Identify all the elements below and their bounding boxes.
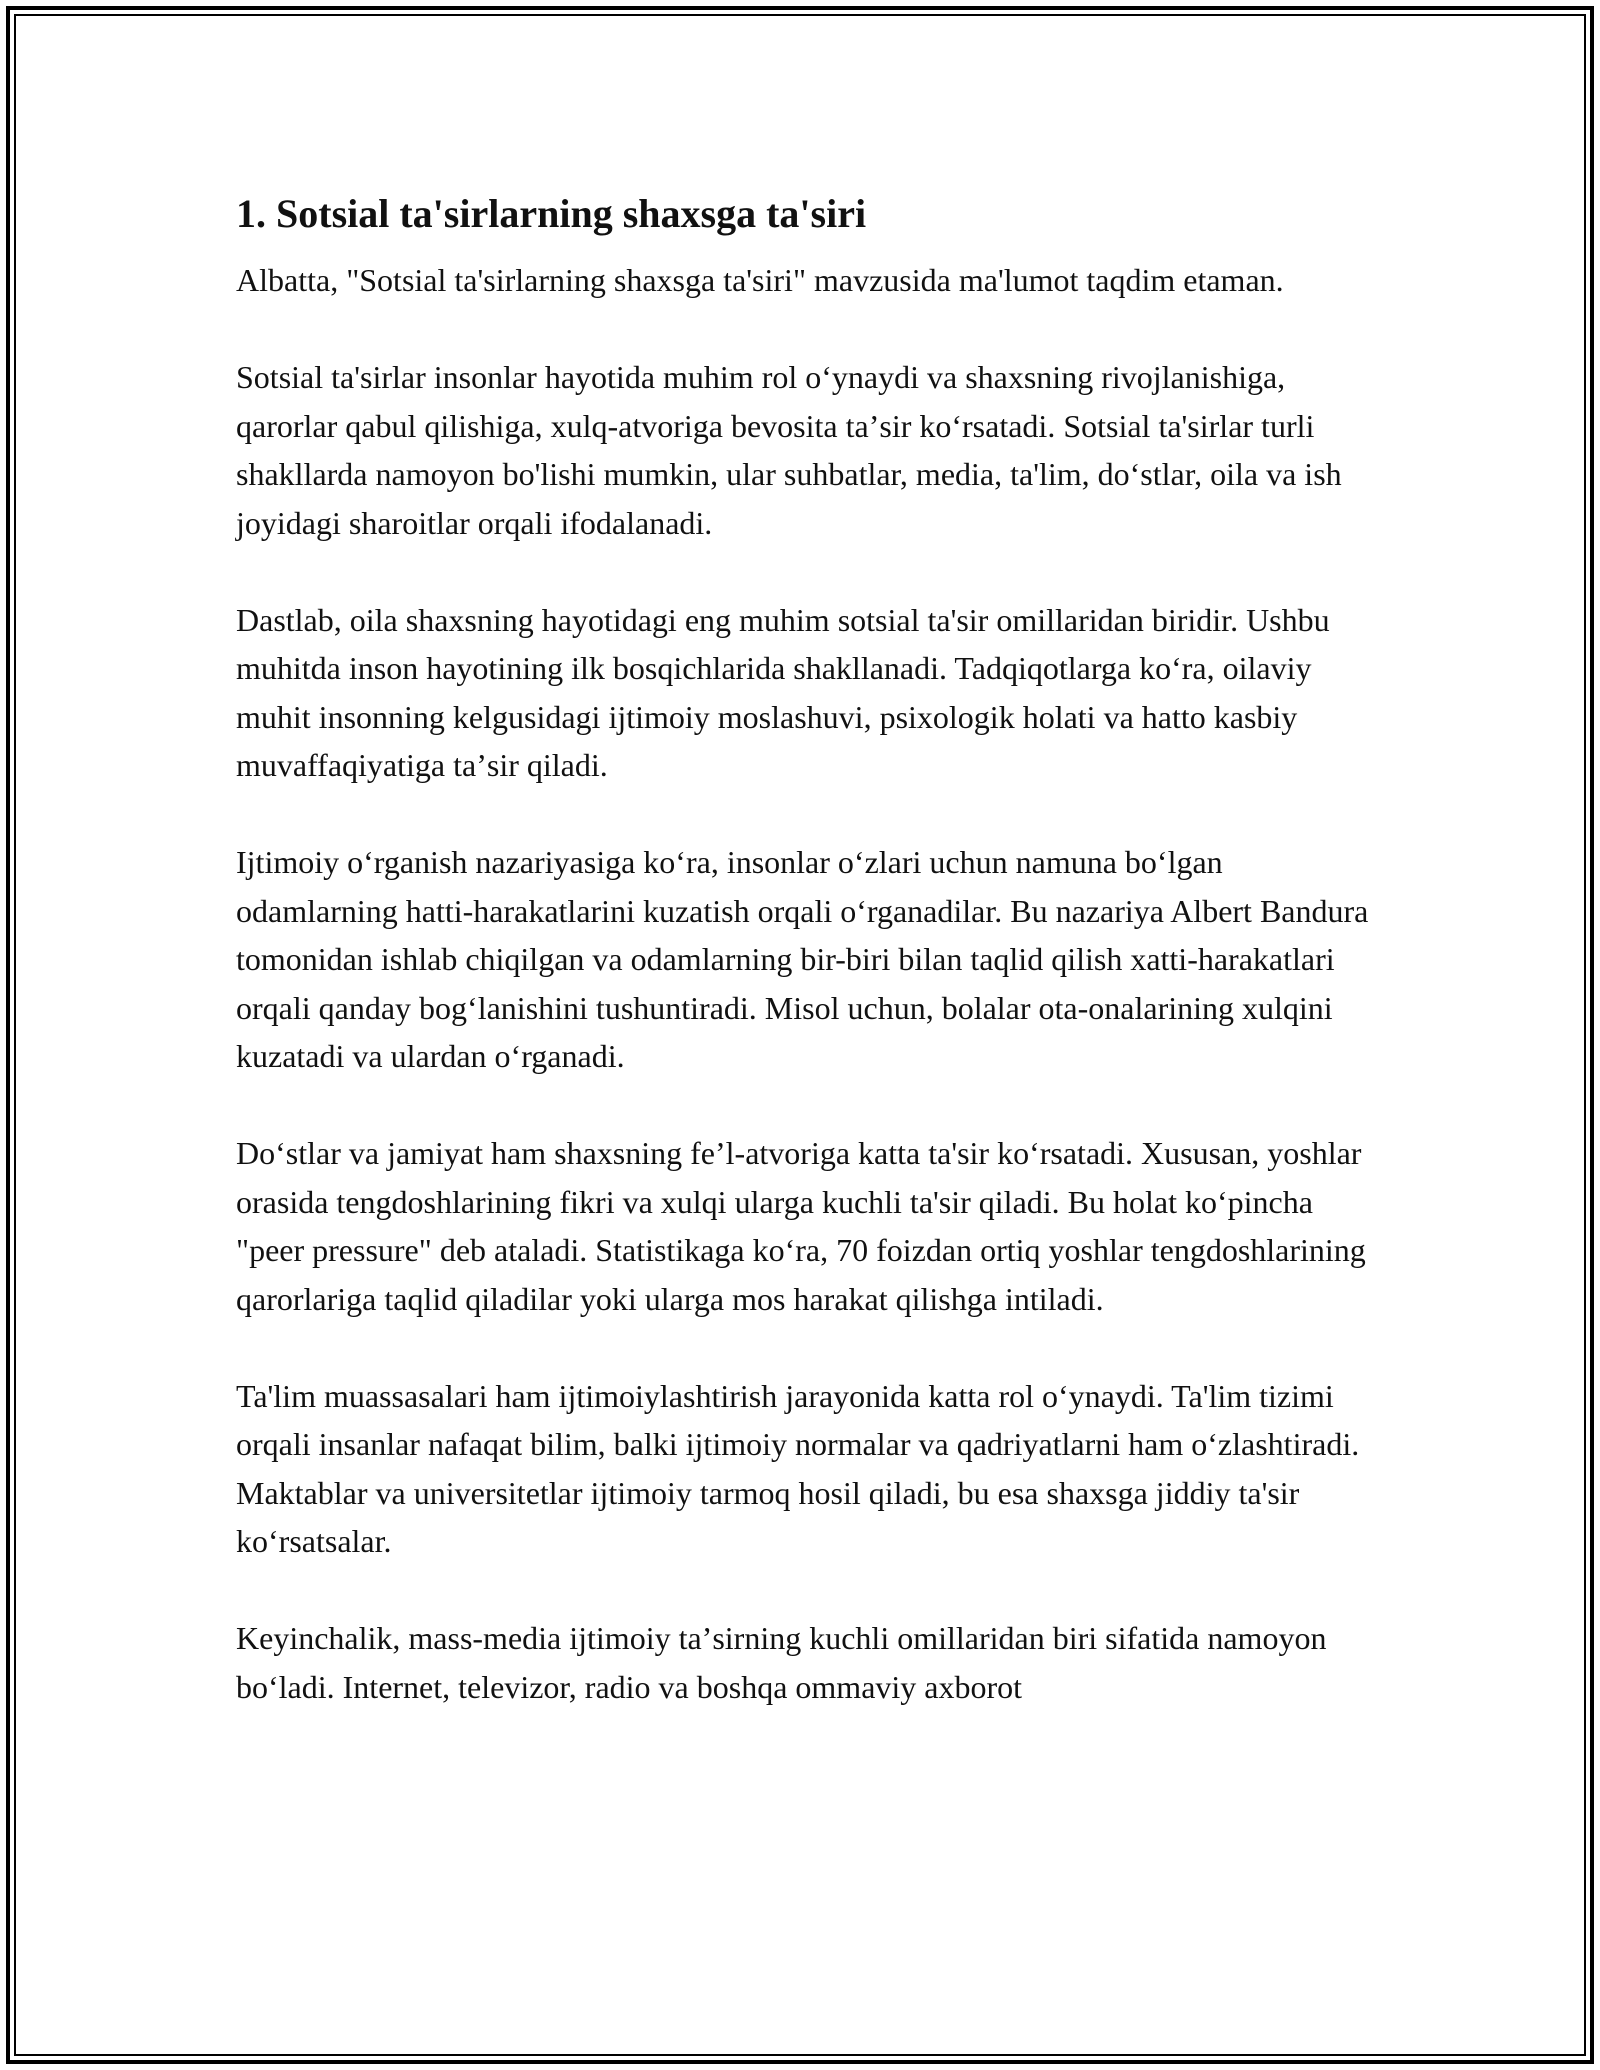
page-title: 1. Sotsial ta'sirlarning shaxsga ta'siri: [236, 191, 867, 236]
paragraph-social-learning: Ijtimoiy oʻrganish nazariyasiga koʻra, insonlar oʻzlari uchun namuna boʻlgan odamlarning hatti-harakatlarini kuzatish orqali oʻrganadilar. Bu nazariya Albert Bandura tomonidan ishlab chiqilgan va odamlarning bir-biri bilan taqlid qilish xatti-harakatlari orqali qanday bogʻlanishini tushuntiradi. Misol uchun, bolalar ota-onalarining xulqini kuzatadi va ulardan oʻrganadi.: [236, 844, 1369, 1074]
paragraph-family: Dastlab, oila shaxsning hayotidagi eng muhim sotsial ta'sir omillaridan biridir. Ushbu muhitda inson hayotining ilk bosqichlarida shakllanadi. Tadqiqotlarga koʻra, oilaviy muhit insonning kelgusidagi ijtimoiy moslashuvi, psixologik holati va hatto kasbiy muvaffaqiyatiga taʼsir qiladi.: [236, 601, 1330, 783]
paragraph-education: Ta'lim muassasalari ham ijtimoiylashtirish jarayonida katta rol oʻynaydi. Ta'lim tizimi orqali insanlar nafaqat bilim, balki ijtimoiy normalar va qadriyatlarni ham oʻzlashtiradi. Maktablar va universitetlar ijtimoiy tarmoq hosil qiladi, bu esa shaxsga jiddiy ta'sir koʻrsatsalar.: [236, 1377, 1360, 1559]
paragraph-social-influences: Sotsial ta'sirlar insonlar hayotida muhim rol oʻynaydi va shaxsning rivojlanishiga, qarorlar qabul qilishiga, xulq-atvoriga bevosita taʼsir koʻrsatadi. Sotsial ta'sirlar turli shakllarda namoyon bo'lishi mumkin, ular suhbatlar, media, ta'lim, doʻstlar, oila va ish joyidagi sharoitlar orqali ifodalanadi.: [236, 359, 1342, 541]
paragraph-mass-media: Keyinchalik, mass-media ijtimoiy taʼsirning kuchli omillaridan biri sifatida namoyon boʻladi. Internet, televizor, radio va boshqa ommaviy axborot: [236, 1620, 1327, 1705]
document-body: [236, 186, 1386, 1760]
paragraph-intro: Albatta, "Sotsial ta'sirlarning shaxsga ta'siri" mavzusida ma'lumot taqdim etaman.: [236, 262, 1284, 298]
paragraph-peers: Doʻstlar va jamiyat ham shaxsning feʼl-atvoriga katta ta'sir koʻrsatadi. Xususan, yoshlar orasida tengdoshlarining fikri va xulqi ularga kuchli ta'sir qiladi. Bu holat koʻpincha "peer pressure" deb ataladi. Statistikaga koʻra, 70 foizdan ortiq yoshlar tengdoshlarining qarorlariga taqlid qiladilar yoki ularga mos harakat qilishga intiladi.: [236, 1135, 1366, 1317]
